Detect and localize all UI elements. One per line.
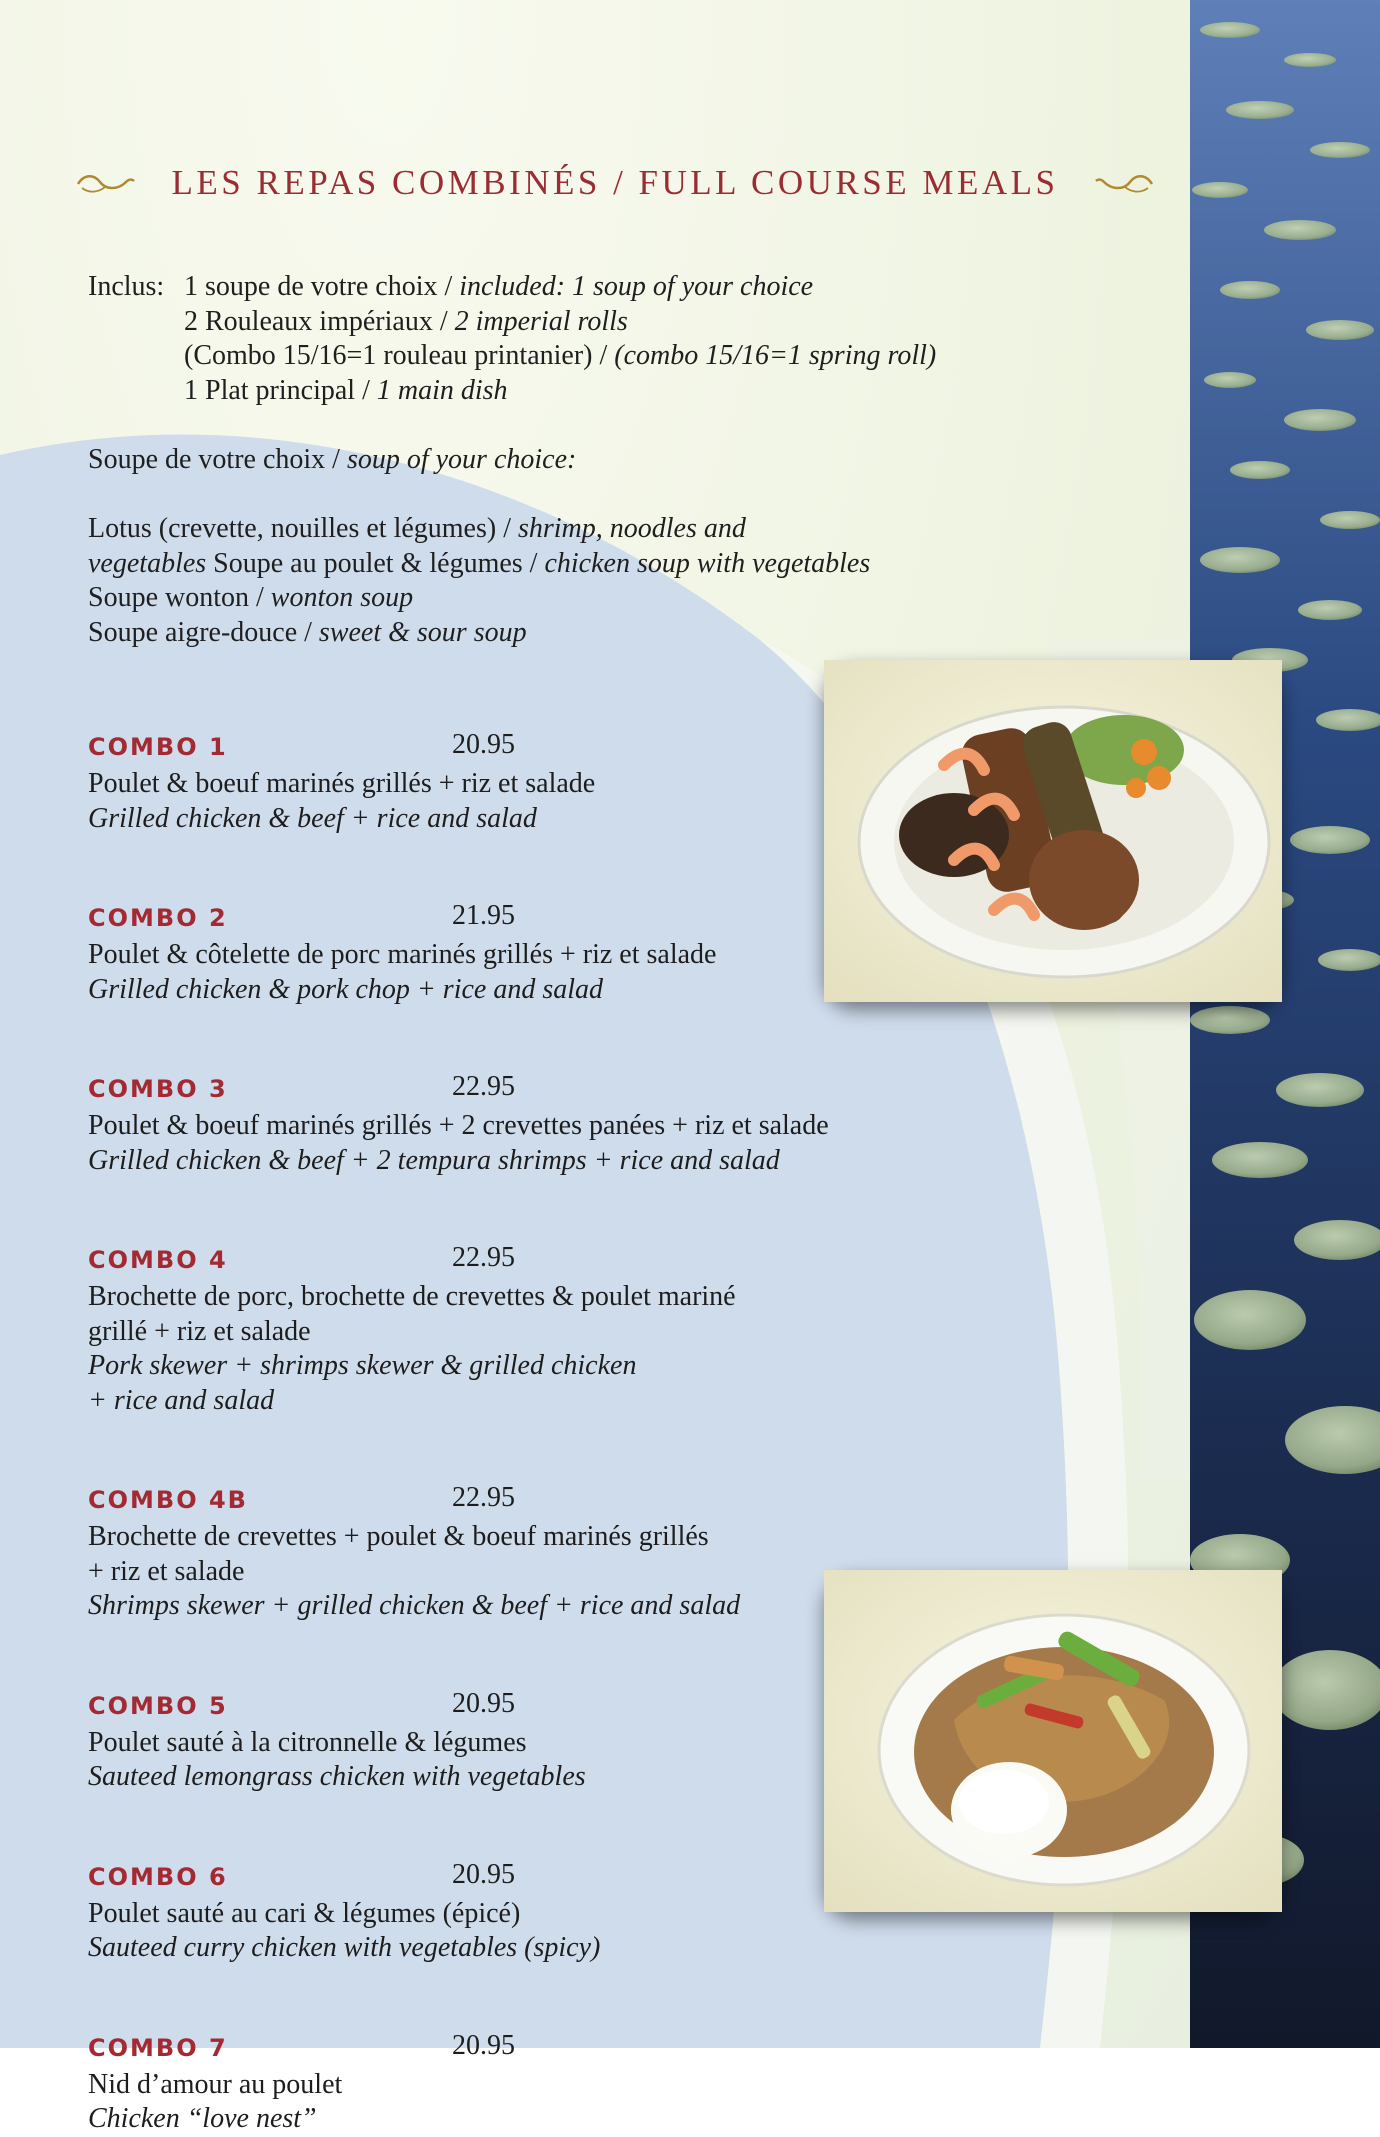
combo-description: [88, 1109, 968, 1178]
combo-desc-fr: grillé + riz et salade: [88, 1315, 311, 1347]
combo-desc-fr: Poulet & boeuf marinés grillés + 2 crevettes panées + riz et salade: [88, 1110, 829, 1141]
lily-pad: [1298, 600, 1362, 620]
included-lines: [184, 270, 984, 408]
included-line: [184, 374, 984, 409]
lily-pad: [1320, 511, 1380, 529]
combo-desc-fr: Nid d’amour au poulet: [88, 2068, 343, 2100]
included-line-en: 1 main dish: [376, 374, 508, 406]
combo-desc-fr: + riz et salade: [88, 1555, 245, 1587]
lily-pad: [1230, 461, 1290, 479]
included-line: [184, 305, 984, 340]
included-line-fr: (Combo 15/16=1 rouleau printanier) /: [184, 340, 615, 371]
combo-code: COMBO 2: [88, 904, 228, 932]
soup-item-fr: Lotus (crevette, nouilles et légumes) /: [88, 513, 518, 544]
lily-pad: [1318, 949, 1380, 971]
combo-code: COMBO 1: [88, 733, 228, 761]
combo-price: 20.95: [452, 729, 515, 760]
combo-price: 22.95: [452, 1242, 515, 1273]
combo-price: 20.95: [452, 2029, 515, 2061]
combo-desc-en: Sauteed curry chicken with vegetables (spicy): [88, 1932, 601, 1963]
combo-code: COMBO 3: [88, 1075, 228, 1103]
soup-item: [88, 547, 968, 582]
included-line: [184, 270, 984, 305]
soup-item-fr2: Soupe au poulet & légumes /: [206, 547, 545, 579]
lily-pad: [1190, 1006, 1270, 1034]
lily-pad: [1192, 182, 1248, 198]
combo-desc-en: Shrimps skewer + grilled chicken & beef + rice and salad: [88, 1590, 741, 1621]
lily-pad: [1200, 22, 1260, 38]
combo-code: COMBO 6: [88, 1862, 228, 1891]
combo-code: COMBO 4: [88, 1246, 228, 1274]
lily-pad: [1200, 547, 1280, 573]
combo-code: COMBO 5: [88, 1691, 228, 1720]
combo-price: 21.95: [452, 900, 515, 931]
right-swirl-icon: [1094, 170, 1156, 196]
included-line-en: (combo 15/16=1 spring roll): [614, 340, 937, 371]
combo-desc-fr: Brochette de crevettes + poulet & boeuf marinés grillés: [88, 1521, 709, 1552]
combo-desc-en: Grilled chicken & pork chop + rice and salad: [88, 973, 604, 1005]
curry-chicken-rice-photo: [824, 1570, 1282, 1912]
lily-pad: [1284, 409, 1356, 431]
lily-pad: [1212, 1142, 1308, 1178]
title-text: LES REPAS COMBINÉS / FULL COURSE MEALS: [171, 163, 1059, 202]
soup-item-en: shrimp, noodles and: [517, 513, 746, 544]
combo-desc-en: Grilled chicken & beef + rice and salad: [88, 802, 537, 834]
lily-pad: [1284, 53, 1336, 67]
combo-price: 22.95: [452, 1482, 515, 1513]
grilled-combo-plate-photo: [824, 660, 1282, 1002]
combo-desc-en: Grilled chicken & beef + 2 tempura shrimps + rice and salad: [88, 1144, 780, 1176]
soup-item-en2: chicken soup with vegetables: [544, 547, 871, 579]
combo-price: 20.95: [452, 1858, 515, 1890]
soup-item-fr: Soupe wonton /: [88, 582, 271, 613]
soup-item-en: vegetables: [88, 547, 207, 579]
combo-code: COMBO 7: [88, 2033, 228, 2062]
soup-item-en: wonton soup: [270, 582, 414, 613]
included-line: [184, 339, 984, 374]
included-line-en: included: 1 soup of your choice: [459, 271, 814, 302]
lily-pad: [1264, 220, 1336, 240]
combo-desc-en: Sauteed lemongrass chicken with vegetables: [88, 1761, 586, 1792]
combo-desc-en: + rice and salad: [88, 1384, 275, 1416]
combo-description: [88, 1280, 968, 1418]
page-title: [90, 158, 1140, 208]
combo-desc-fr: Poulet & côtelette de porc marinés grillés + riz et salade: [88, 939, 717, 970]
lily-pad: [1194, 1290, 1306, 1350]
soup-item: [88, 581, 968, 616]
lily-pad: [1306, 320, 1374, 340]
soup-heading-en: soup of your choice:: [346, 444, 577, 475]
soup-item: [88, 512, 968, 547]
combo-description: [88, 2068, 968, 2137]
soup-section: [88, 443, 968, 650]
soup-item: [88, 616, 968, 651]
combo-desc-en: Chicken “love nest”: [88, 2103, 317, 2134]
combo-code: COMBO 4B: [88, 1486, 248, 1514]
combo-desc-fr: Poulet sauté au cari & légumes (épicé): [88, 1897, 521, 1929]
left-swirl-icon: [74, 170, 136, 196]
combo-desc-fr: Poulet sauté à la citronnelle & légumes: [88, 1726, 527, 1758]
included-label: Inclus:: [88, 271, 165, 302]
lily-pad: [1204, 372, 1256, 388]
soup-list: [88, 512, 968, 650]
lily-pad: [1226, 101, 1294, 119]
soup-heading-fr: Soupe de votre choix /: [88, 444, 347, 475]
included-line-fr: 2 Rouleaux impériaux /: [184, 305, 455, 337]
soup-item-en: sweet & sour soup: [318, 616, 527, 648]
lily-pad: [1276, 1073, 1364, 1107]
combo-price: 22.95: [452, 1071, 515, 1102]
included-line-en: 2 imperial rolls: [454, 305, 628, 337]
included-line-fr: 1 Plat principal /: [184, 374, 377, 406]
included-line-fr: 1 soupe de votre choix /: [184, 271, 460, 302]
combo-desc-fr: Poulet & boeuf marinés grillés + riz et salade: [88, 768, 596, 799]
lily-pad: [1290, 826, 1370, 854]
soup-heading: [88, 443, 968, 478]
lily-pad: [1310, 142, 1370, 158]
combo-desc-fr: Brochette de porc, brochette de crevettes & poulet mariné: [88, 1281, 736, 1312]
combo-desc-en: Pork skewer + shrimps skewer & grilled chicken: [88, 1350, 637, 1381]
soup-item-fr: Soupe aigre-douce /: [88, 616, 319, 648]
lily-pad: [1220, 281, 1280, 299]
combo-price: 20.95: [452, 1687, 515, 1719]
